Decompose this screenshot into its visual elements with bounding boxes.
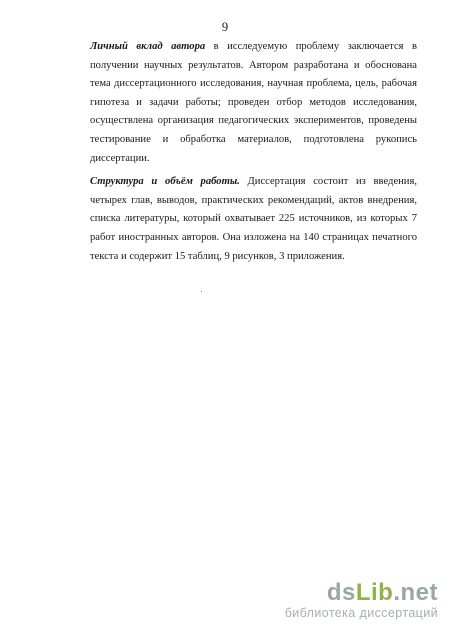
- stray-mark: [201, 291, 202, 292]
- paragraph-lead: Личный вклад автора: [90, 41, 206, 52]
- watermark-subtitle: библиотека диссертаций: [284, 606, 438, 620]
- paragraph-structure: [90, 173, 417, 266]
- paragraph-text: Диссертация состоит из введения, четырех глав, выводов, практических рекомендаций, актов внедрения, списка литературы, который охватывает 225 источников, из которых 7 работ иностранных авторов. Она изложена на 140 страницах печатного текста и содержит 15 таблиц, 9 рисунков, 3 приложения.: [90, 176, 417, 262]
- document-body: [90, 38, 417, 271]
- paragraph-text: в исследуемую проблему заключается в получении научных результатов. Автором разработана и обоснована тема диссертационного исследования, научная проблема, цель, рабочая гипотеза и задачи работы; проведен отбор методов исследования, осуществлена организация педагогических экспериментов, проведены тестирование и обработка материалов, подготовлена рукопись диссертации.: [90, 41, 418, 164]
- watermark-logo-right: .net: [393, 579, 438, 606]
- page-number: 9: [221, 20, 229, 34]
- paragraph-personal-contribution: [90, 38, 417, 168]
- watermark: [285, 581, 438, 620]
- watermark-logo: [285, 581, 438, 605]
- paragraph-lead: Структура и объём работы.: [90, 176, 240, 188]
- watermark-logo-mid: Lib: [355, 579, 394, 606]
- watermark-logo-left: ds: [326, 579, 356, 606]
